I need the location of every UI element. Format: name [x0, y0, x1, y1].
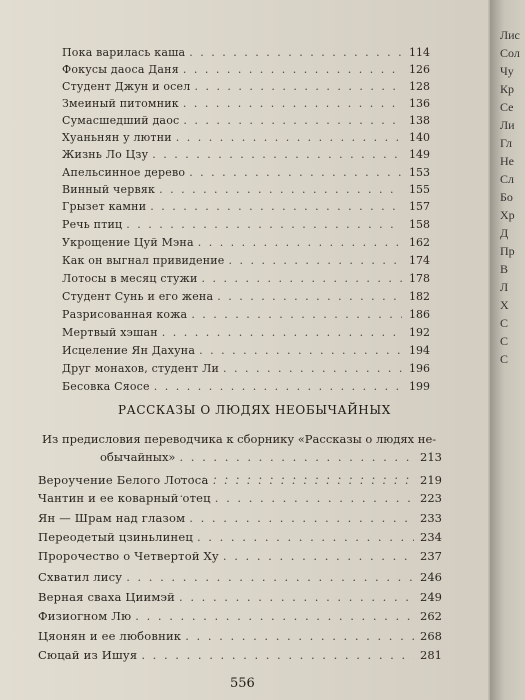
toc-entry-title: Чантин и ее коварный отец	[38, 491, 211, 505]
toc-entry-page: 162	[409, 236, 430, 249]
toc-entry-page: 158	[409, 218, 430, 231]
toc-entry-title: Фокусы даоса Даня	[62, 63, 179, 76]
toc-entry-title: Вероучение Белого Лотоса	[38, 473, 209, 487]
toc-entry	[62, 254, 430, 267]
dot-leader	[183, 97, 402, 110]
toc-entry-page: 155	[409, 183, 430, 196]
dot-leader	[189, 46, 402, 59]
toc-entry-title: Грызет камни	[62, 200, 147, 213]
toc-entry	[62, 236, 430, 249]
toc-entry-page: 262	[420, 609, 442, 623]
toc-entry-title: Схватил лису	[38, 570, 123, 584]
facing-page-fragment: Кр	[500, 82, 515, 96]
dot-leader	[183, 63, 402, 76]
facing-page-fragment: Д	[500, 226, 509, 240]
facing-page-fragment: Бо	[500, 190, 513, 204]
toc-entry-title: Студент Сунь и его жена	[62, 290, 214, 303]
toc-entry-page: 194	[409, 344, 430, 357]
facing-page-fragment: Не	[500, 154, 514, 168]
dot-leader	[150, 200, 402, 213]
toc-entry	[38, 491, 442, 505]
toc-entry	[38, 473, 442, 487]
toc-entry	[62, 131, 430, 144]
toc-entry-title: Исцеление Ян Дахуна	[62, 344, 196, 357]
facing-page-fragment: Пр	[500, 244, 515, 258]
toc-entry-page: 178	[409, 272, 430, 285]
toc-entry	[62, 290, 430, 303]
toc-entry-title: Винный червяк	[62, 183, 156, 196]
toc-entry	[62, 272, 430, 285]
toc-entry	[62, 46, 430, 59]
toc-entry	[62, 218, 430, 231]
toc-entry-page: 234	[420, 530, 442, 544]
facing-page-fragment: Сол	[500, 46, 520, 60]
dot-leader	[199, 344, 402, 357]
toc-entry-title: Ян — Шрам над глазом	[38, 511, 186, 525]
toc-entry	[62, 344, 430, 357]
dot-leader	[135, 609, 414, 623]
toc-entry-page: 246	[420, 570, 442, 584]
dot-leader	[198, 236, 402, 249]
toc-entry-page: 237	[420, 549, 442, 563]
facing-page-fragment: Хр	[500, 208, 515, 222]
toc-entry-title: Физиогном Лю	[38, 609, 132, 623]
toc-entry-page: 199	[409, 380, 430, 393]
dot-leader	[228, 254, 402, 267]
toc-entry-page: 249	[420, 590, 442, 604]
toc-entry-page: 140	[409, 131, 430, 144]
dot-leader	[189, 511, 414, 525]
dot-leader	[223, 362, 402, 375]
toc-entry-title: Студент Джун и осел	[62, 80, 191, 93]
toc-entry-page: 126	[409, 63, 430, 76]
toc-entry-page: 281	[420, 648, 442, 662]
dot-leader	[159, 183, 402, 196]
toc-entry-page: 186	[409, 308, 430, 321]
toc-entry-title: Цяонян и ее любовник	[38, 629, 182, 643]
toc-entry	[62, 148, 430, 161]
toc-entry-title: Укрощение Цуй Мэна	[62, 236, 194, 249]
facing-page-fragment: С	[500, 316, 509, 330]
toc-entry	[62, 326, 430, 339]
toc-entry	[38, 590, 442, 604]
dot-leader	[189, 166, 402, 179]
toc-entry-page: 128	[409, 80, 430, 93]
toc-entry	[38, 549, 442, 563]
toc-entry	[38, 570, 442, 584]
toc-entry-page: 219	[420, 473, 442, 487]
toc-entry-page: 268	[420, 629, 442, 643]
toc-entry-page: 138	[409, 114, 430, 127]
toc-entry-title: Хуаньнян у лютни	[62, 131, 172, 144]
toc-entry-page: 157	[409, 200, 430, 213]
toc-entry-page: 223	[420, 491, 442, 505]
toc-entry	[38, 629, 442, 643]
toc-entry-title: Лотосы в месяц стужи	[62, 272, 198, 285]
toc-entry-page: 233	[420, 511, 442, 525]
facing-page-fragment: С	[500, 352, 509, 366]
facing-page-fragment: С	[500, 334, 509, 348]
toc-entry-page: 114	[409, 46, 430, 59]
toc-entry-title: Бесовка Сяосе	[62, 380, 150, 393]
dot-leader	[179, 590, 414, 604]
toc-entry	[38, 609, 442, 623]
toc-entry-title: Как он выгнал привидение	[62, 254, 225, 267]
toc-entry-title: Жизнь Ло Цзу	[62, 148, 149, 161]
toc-entry	[62, 97, 430, 110]
dot-leader	[213, 473, 415, 487]
dot-leader	[126, 570, 414, 584]
dot-leader	[176, 131, 402, 144]
toc-entry	[38, 648, 442, 662]
dot-leader	[223, 549, 414, 563]
dot-leader	[215, 491, 414, 505]
toc-entry-title: Друг монахов, студент Ли	[62, 362, 220, 375]
toc-entry-title: Сумасшедший даос	[62, 114, 180, 127]
dot-leader	[183, 114, 402, 127]
facing-page-fragment: Гл	[500, 136, 513, 150]
dot-leader	[202, 272, 402, 285]
toc-entry-title: Мертвый хэшан	[62, 326, 158, 339]
toc-entry	[62, 166, 430, 179]
book-page-right-edge	[490, 0, 525, 700]
toc-entry-page: 192	[409, 326, 430, 339]
toc-entry	[62, 80, 430, 93]
toc-entry-title: Речь птиц	[62, 218, 123, 231]
toc-entry	[62, 200, 430, 213]
toc-entry-title: Пока варилась каша	[62, 46, 186, 59]
toc-entry-title: Верная сваха Циимэй	[38, 590, 176, 604]
dot-leader	[194, 80, 402, 93]
toc-entry-title: Апельсинное дерево	[62, 166, 186, 179]
toc-entry	[62, 362, 430, 375]
toc-entry	[62, 114, 430, 127]
facing-page-fragment: Х	[500, 298, 509, 312]
toc-entry-title: Пророчество о Четвертой Ху	[38, 549, 219, 563]
facing-page-fragment: Чу	[500, 64, 514, 78]
toc-entry-page: 149	[409, 148, 430, 161]
dot-leader	[154, 380, 402, 393]
toc-entry	[62, 308, 430, 321]
toc-entry-page: 174	[409, 254, 430, 267]
facing-page-fragment: Л	[500, 280, 509, 294]
toc-entry-title-line2: обычайных»	[100, 450, 176, 464]
page-number: 556	[230, 676, 255, 691]
toc-entry-page: 182	[409, 290, 430, 303]
toc-entry-page: 153	[409, 166, 430, 179]
toc-entry-page: 196	[409, 362, 430, 375]
toc-entry-title: Переодетый цзиньлинец	[38, 530, 193, 544]
dot-leader	[141, 648, 414, 662]
toc-entry	[62, 183, 430, 196]
dot-leader	[152, 148, 402, 161]
toc-entry-title: Змеиный питомник	[62, 97, 179, 110]
toc-entry	[38, 511, 442, 525]
facing-page-fragment: В	[500, 262, 509, 276]
toc-entry	[38, 530, 442, 544]
dot-leader	[185, 629, 414, 643]
dot-leader	[197, 530, 414, 544]
toc-entry-title-line1: Из предисловия переводчика к сборнику «Рассказы о людях не-	[42, 432, 437, 446]
toc-entry-page: 213	[420, 450, 442, 464]
section-heading: РАССКАЗЫ О ЛЮДЯХ НЕОБЫЧАЙНЫХ	[118, 403, 391, 417]
facing-page-fragment: Сл	[500, 172, 514, 186]
dot-leader	[217, 290, 402, 303]
facing-page-fragment: Се	[500, 100, 514, 114]
toc-entry	[62, 380, 430, 393]
toc-entry-title: Сюцай из Ишуя	[38, 648, 138, 662]
toc-entry	[62, 63, 430, 76]
facing-page-fragment: Лис	[500, 28, 520, 42]
toc-entry-title: Разрисованная кожа	[62, 308, 188, 321]
dot-leader	[126, 218, 402, 231]
dot-leader	[162, 326, 402, 339]
toc-entry-page: 136	[409, 97, 430, 110]
dot-leader	[191, 308, 402, 321]
facing-page-fragment: Ли	[500, 118, 515, 132]
